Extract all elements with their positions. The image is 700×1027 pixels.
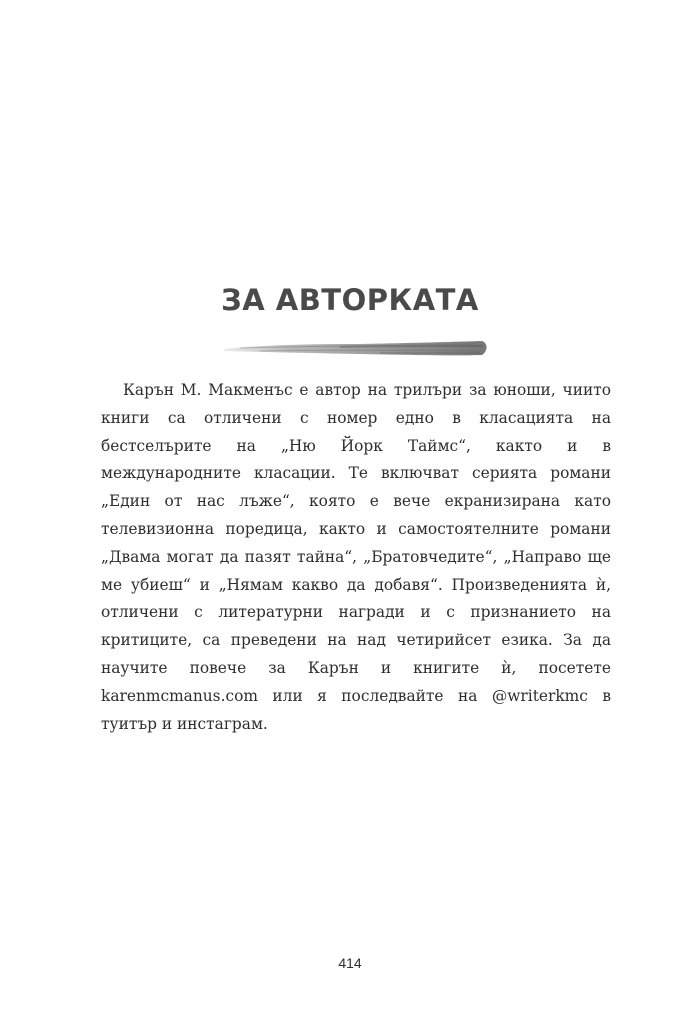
author-bio (101, 377, 611, 738)
brush-stroke-icon (220, 336, 490, 362)
chapter-title: ЗА АВТОРКАТА (221, 283, 479, 317)
page-number: 414 (338, 955, 362, 971)
bio-paragraph: Карън М. Макменъс е автор на трилъри за юноши, чиито книги са отличени с номер едно в класацията на бестселърите на „Ню Йорк Таймс“, както и в международните класации. Те включват серията романи „Един от нас лъже“, която е вече екранизирана като телевизионна поредица, както и самостоятелните романи „Двама могат да пазят тайна“, „Братовчедите“, „Направо ще ме убиеш“ и „Нямам какво да добавя“. Произведенията ѝ, отличени с литературни награди и с признанието на критиците, са преведени на над четирийсет езика. За да научите повече за Карън и книгите ѝ, посетете karenmcmanus.com или я последвайте на @writerkmc в туитър и инстаграм. (101, 381, 611, 733)
